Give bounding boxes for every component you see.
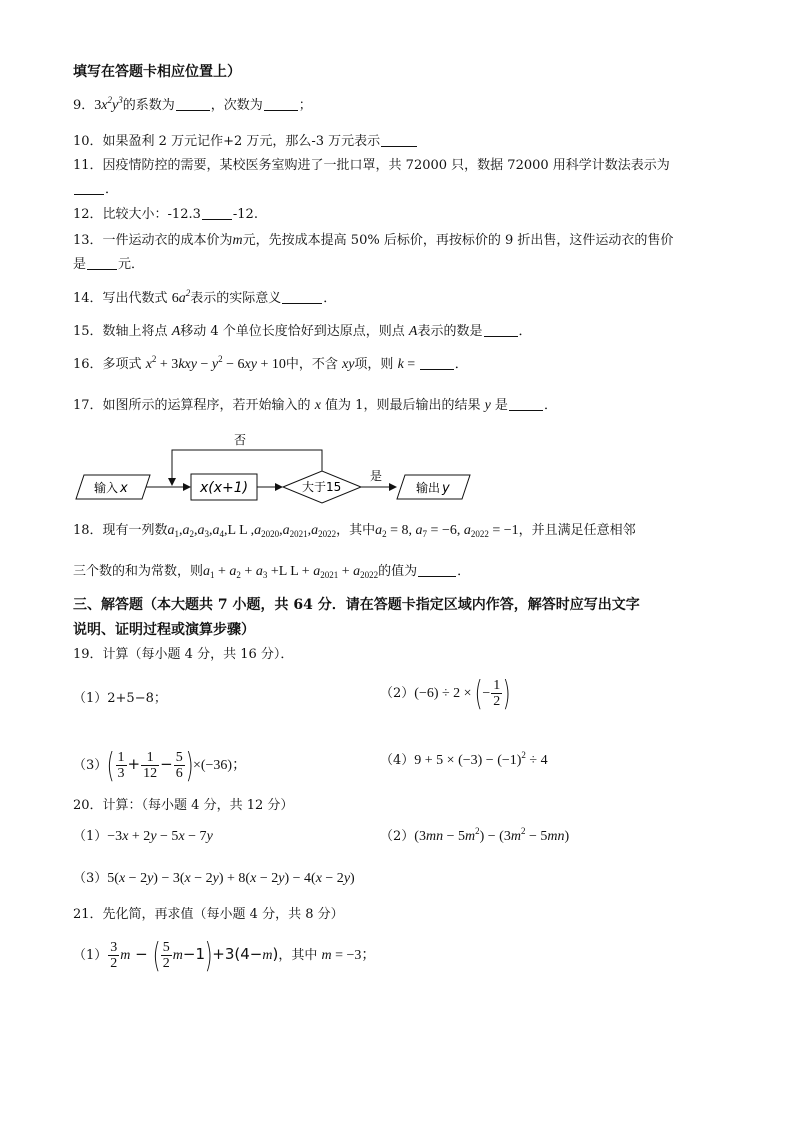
q10-text: 10．如果盈利 2 万元记作+2 万元，那么-3 万元表示 (73, 134, 381, 149)
answer-blank[interactable] (282, 291, 322, 304)
question-9 (73, 97, 312, 115)
q17-text-4: ． (543, 398, 557, 413)
q15-text-4: ． (518, 324, 532, 339)
output-label: 输出 (416, 481, 441, 495)
q12-text-2: -12. (232, 207, 258, 222)
section-3-title-2: 说明、证明过程或演算步骤） (73, 622, 255, 638)
q9-text-1: 的系数为 (122, 98, 175, 113)
question-10 (73, 133, 418, 151)
question-12 (73, 206, 258, 224)
q16-text-2: 中，不含 (285, 357, 342, 372)
decision-label: 大于15 (302, 480, 342, 494)
q16-text-3: 项，则 (354, 357, 398, 372)
q13-text-3: 是 (73, 257, 87, 272)
q9-expression: $3x^2y^3$ (94, 95, 123, 113)
question-13-line-2 (73, 256, 144, 274)
q20-part-1-label: （1） (73, 829, 108, 844)
q16-text-1: 16．多项式 (73, 357, 146, 372)
answer-blank[interactable] (176, 98, 210, 111)
input-variable: x (120, 481, 128, 496)
question-14: 14．写出代数式 $6a^2$表示的实际意义 ． (73, 288, 337, 306)
answer-blank[interactable] (264, 98, 298, 111)
q12-text-1: 12．比较大小：-12.3 (73, 207, 201, 222)
q20-part-1: （1）−3x + 2y − 5x − 7y (73, 829, 213, 844)
q16-text-4: ． (454, 357, 468, 372)
q19-part-1: （1）2+5−8； (73, 691, 167, 706)
input-label: 输入 (94, 481, 119, 495)
question-21-title: 21．先化简，再求值（每小题 4 分，共 8 分） (73, 907, 344, 922)
yes-label: 是 (370, 469, 383, 483)
q11-end: ． (105, 182, 119, 197)
q18-text-4: 三个数的和为常数，则 (73, 564, 204, 579)
q21-tail: ，其中 (278, 948, 322, 963)
q19-part-4-label: （4） (380, 753, 415, 768)
q20-part-3: （3）5(x − 2y) − 3(x − 2y) + 8(x − 2y) − 4(x − 2y) (73, 871, 355, 886)
q15-text-3: 表示的数是 (417, 324, 483, 339)
section-3-title: 三、解答题（本大题共 7 小题，共 64 分．请在答题卡指定区域内作答，解答时应写出文字 (73, 597, 640, 613)
answer-blank[interactable] (420, 357, 454, 370)
question-17: 17．如图所示的运算程序，若开始输入的 x 值为 1，则最后输出的结果 y 是 ． (73, 398, 557, 413)
answer-blank[interactable] (381, 134, 417, 147)
q14-text-2: 表示的实际意义 (190, 291, 282, 306)
q14-text-1: 14．写出代数式 (73, 291, 172, 306)
question-18-line-2: 三个数的和为常数，则$a_1 + a_2 + a_3 +L$ $L + a_{2021} + a_{2022}$的值为 ． (73, 564, 471, 580)
q15-text-2: 移动 4 个单位长度恰好到达原点，则点 (180, 324, 409, 339)
q15-text-1: 15．数轴上将点 (73, 324, 172, 339)
question-16: 16．多项式 $x^2 + 3kxy - y^2 - 6xy + 10$中，不含 xy项，则 k = ． (73, 354, 468, 372)
answer-blank[interactable] (509, 398, 543, 411)
q14-text-3: ． (323, 291, 337, 306)
question-18: 18．现有一列数$a_1,a_2,a_3,a_4,L$ L $,a_{2020},a_{2021},a_{2022}$，其中$a_2 = 8$, $a_7 = -6$, $a_{2022} = -1$，并且满足任意相邻 (73, 523, 636, 539)
q18-text-1: 18．现有一列数 (73, 523, 168, 538)
q18-text-6: ． (457, 564, 471, 579)
q17-text-2: 值为 1，则最后输出的结果 (320, 398, 485, 413)
q20-part-3-label: （3） (73, 871, 108, 886)
q21-part-1: （1） $\frac{3}{2}$ m − ( $\frac{5}{2}$ m−1)+3(4−m)，其中 m = −3； (73, 935, 376, 976)
answer-blank[interactable] (202, 207, 232, 220)
q21-part-1-label: （1） (73, 948, 108, 963)
answer-blank[interactable] (418, 564, 456, 577)
q9-number: 9． (73, 98, 95, 113)
q13-text-4: 元． (118, 257, 145, 272)
question-11-line-2 (73, 181, 118, 199)
q13-text-2: 元，先按成本提高 50% 后标价，再按标价的 9 折出售，这件运动衣的售价 (242, 233, 674, 248)
q19-part-2-label: （2） (380, 686, 415, 701)
process-formula: x(x+1) (200, 480, 249, 496)
q9-text-3: ； (298, 98, 312, 113)
question-15: 15．数轴上将点 A移动 4 个单位长度恰好到达原点，则点 A表示的数是 ． (73, 324, 532, 339)
question-13: 13．一件运动衣的成本价为m元，先按成本提高 50% 后标价，再按标价的 9 折出售，这件运动衣的售价 (73, 233, 674, 248)
q13-text-1: 13．一件运动衣的成本价为 (73, 233, 233, 248)
answer-blank[interactable] (74, 182, 104, 195)
q18-text-5: 的值为 (378, 564, 418, 579)
q18-text-2: ，其中 (336, 523, 376, 538)
q18-text-3: ，并且满足任意相邻 (518, 523, 636, 538)
question-19-title: 19．计算（每小题 4 分，共 16 分）． (73, 647, 294, 662)
answer-blank[interactable] (484, 324, 518, 337)
q20-part-2-label: （2） (380, 829, 415, 844)
q19-part-3-label: （3） (73, 758, 108, 773)
question-11: 11．因疫情防控的需要，某校医务室购进了一批口罩，共 72000 只，数据 72000 用科学计数法表示为 (73, 158, 670, 173)
q19-part-3: （3）( $\frac{1}{3}$ + $\frac{1}{12}$ − $\frac{5}{6}$ )×(−36)； (73, 745, 247, 786)
q19-part-4: $(4)9 + 5 \times (-3) - (-1)^2 \div 4$ (380, 750, 548, 768)
q17-text-3: 是 (490, 398, 508, 413)
q9-text-2: ，次数为 (210, 98, 263, 113)
q20-part-2: $(2)(3mn - 5m^2) - (3m^2 - 5mn)$ (380, 826, 570, 844)
section-header: 填写在答题卡相应位置上） (73, 64, 241, 80)
output-variable: y (442, 481, 450, 496)
no-label: 否 (234, 433, 247, 447)
q19-part-2: （2）(−6) ÷ 2 × (− $\frac{1}{2}$ ) (380, 673, 511, 714)
answer-blank[interactable] (87, 257, 117, 270)
question-20-title: 20．计算：（每小题 4 分，共 12 分） (73, 798, 294, 813)
q17-text-1: 17．如图所示的运算程序，若开始输入的 (73, 398, 315, 413)
flowchart (70, 428, 480, 508)
